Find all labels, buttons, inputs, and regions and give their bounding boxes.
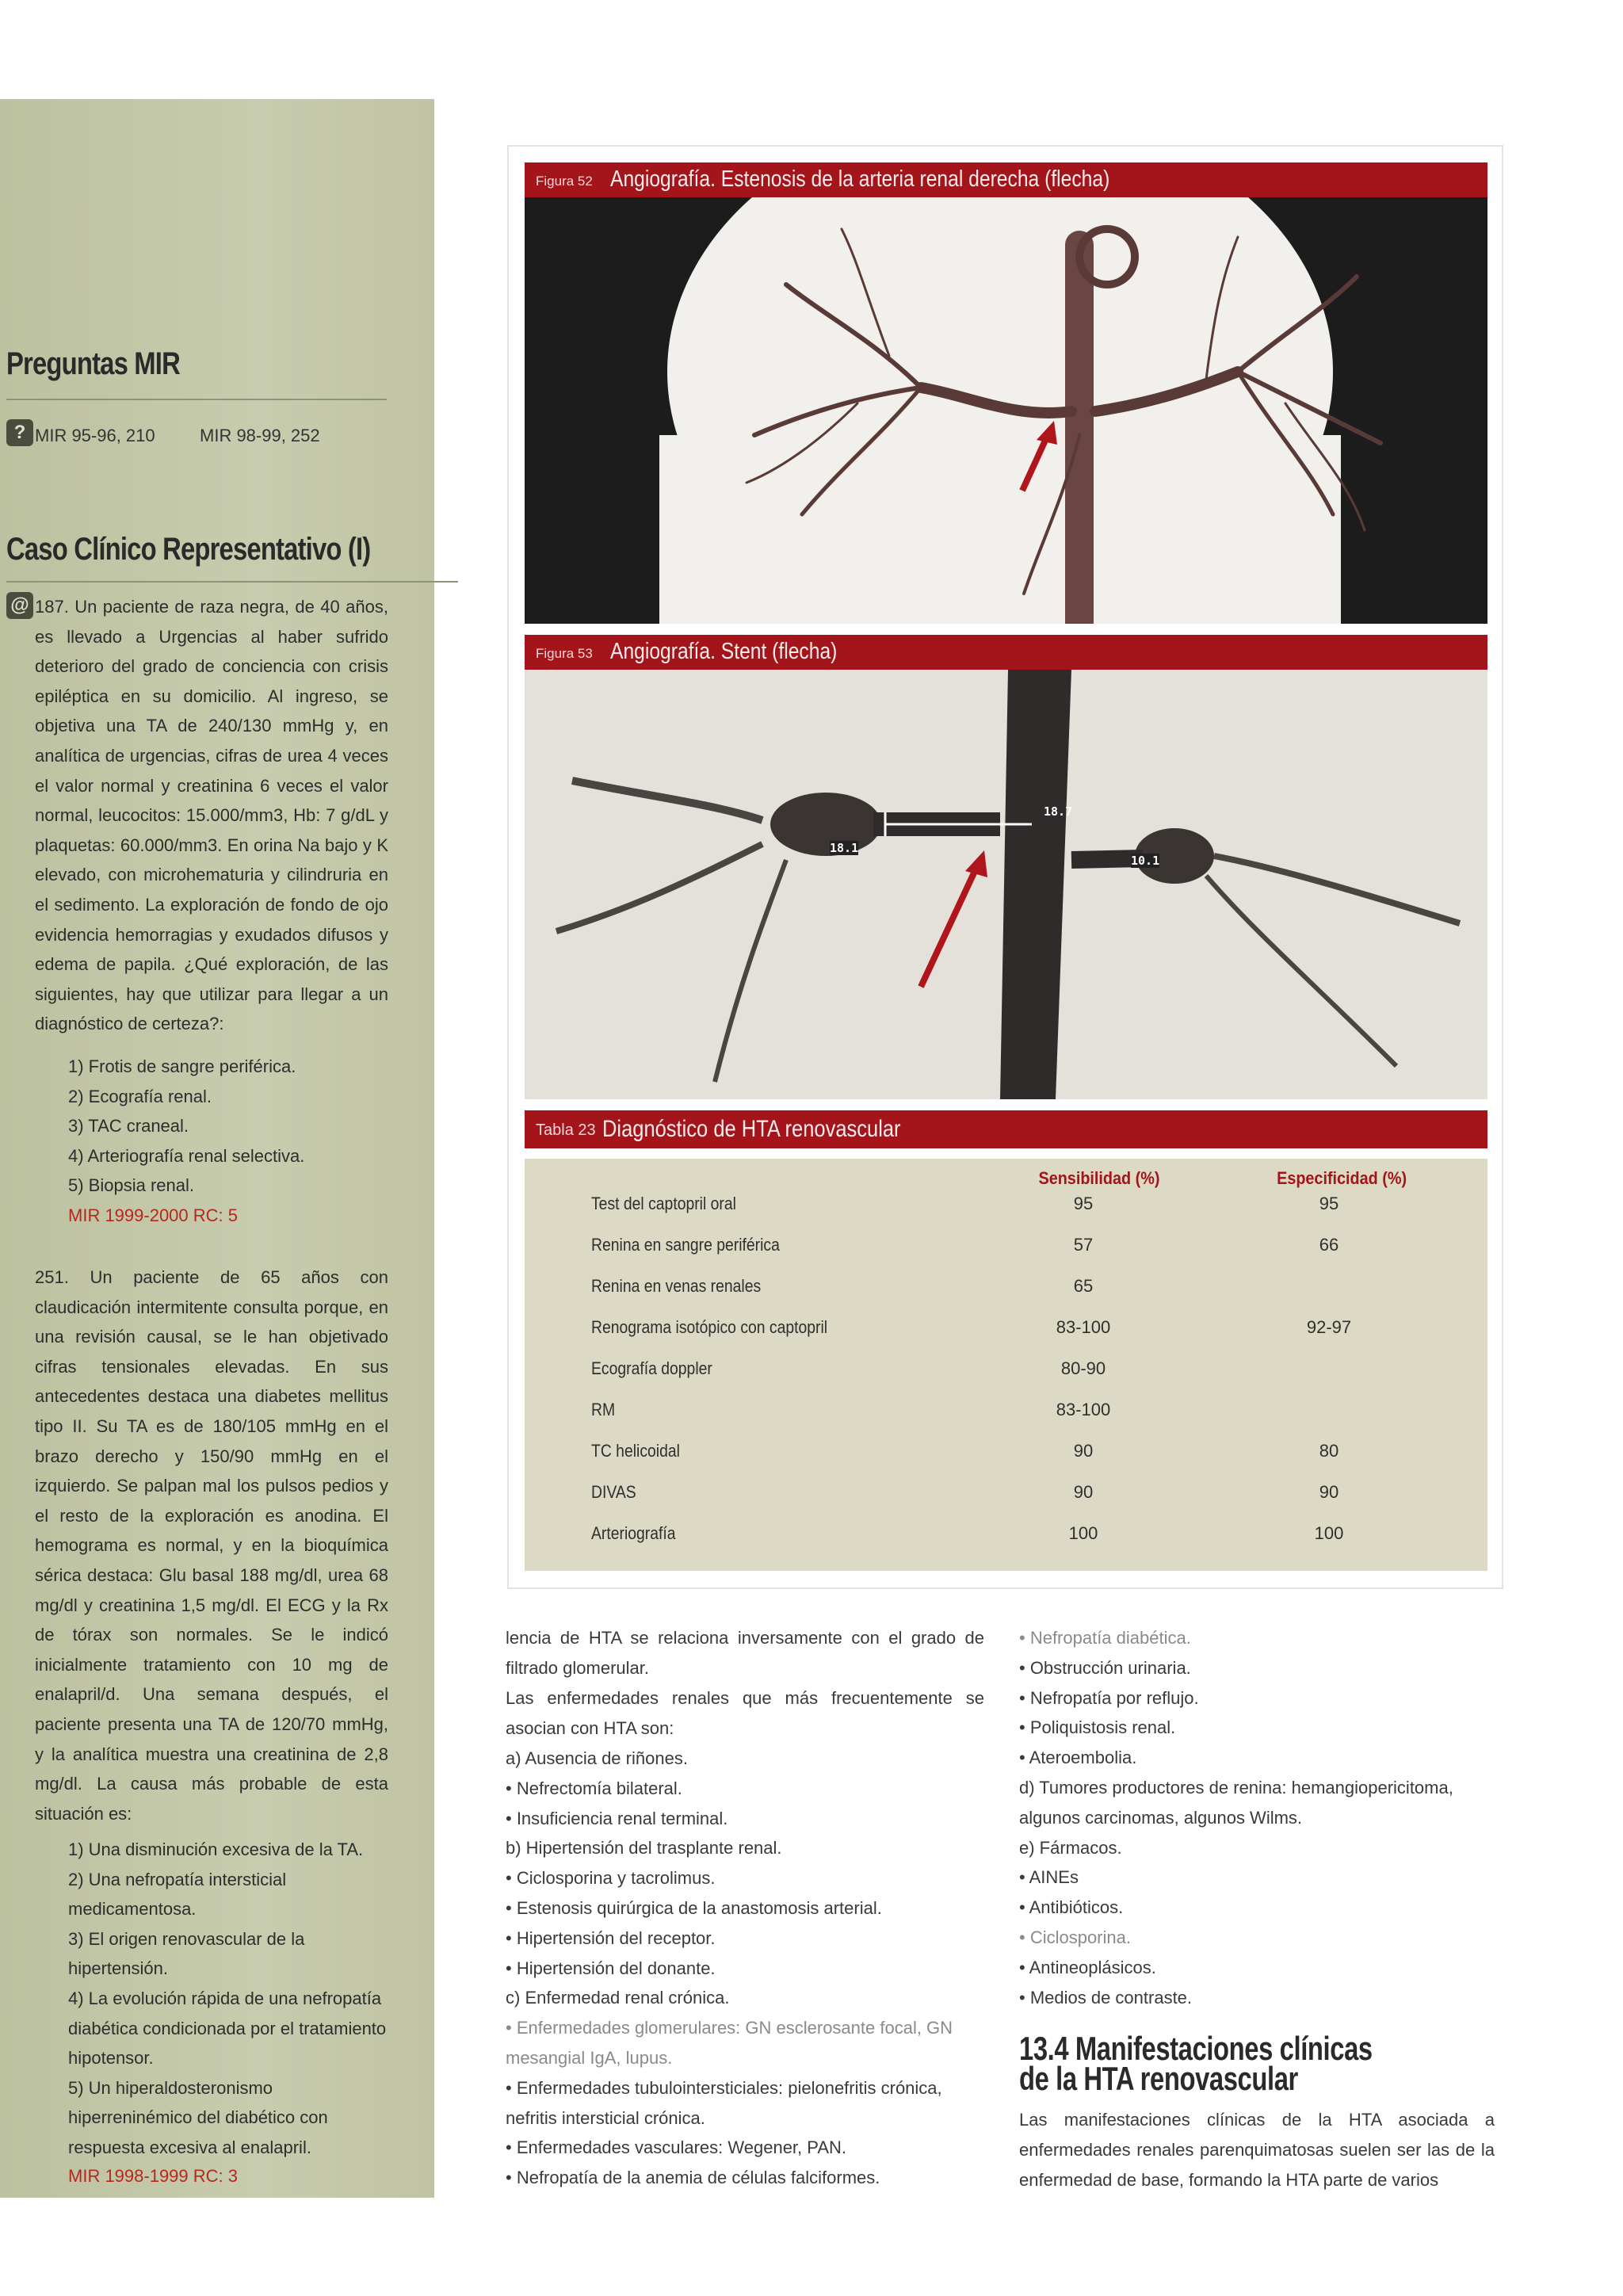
body-paragraph: lencia de HTA se relaciona inversamente con el grado de filtrado glomerular. <box>506 1628 984 1678</box>
list-item: b) Hipertensión del trasplante renal. <box>506 1838 782 1859</box>
list-item: • Enfermedades vasculares: Wegener, PAN. <box>506 2137 846 2158</box>
test-name: DIVAS <box>591 1482 636 1502</box>
sensitivity-value: 83-100 <box>1056 1400 1111 1419</box>
measurement-label: 18.1 <box>830 841 859 855</box>
list-item: c) Enfermedad renal crónica. <box>506 1988 730 2008</box>
at-icon: @ <box>6 592 33 619</box>
section-heading-line: 13.4 Manifestaciones clínicas <box>1019 2030 1373 2067</box>
table-row <box>525 1389 1487 1430</box>
table-title: Diagnóstico de HTA renovascular <box>602 1116 901 1142</box>
list-item: • Nefropatía por reflujo. <box>1019 1687 1199 1708</box>
list-item: • Estenosis quirúrgica de la anastomosis arterial. <box>506 1897 882 1918</box>
list-item: e) Fármacos. <box>1019 1837 1122 1858</box>
test-name: Arteriografía <box>591 1523 676 1543</box>
answer-option: 1) Una disminución excesiva de la TA. <box>68 1839 364 1859</box>
question-251-options <box>68 1835 388 2163</box>
specificity-value: 80 <box>1319 1441 1339 1461</box>
sensitivity-value: 83-100 <box>1056 1317 1111 1337</box>
list-item: • Hipertensión del donante. <box>506 1958 716 1978</box>
figure-52-angiography-image <box>525 197 1487 624</box>
section-paragraph: Las manifestaciones clínicas de la HTA asociada a enfermedades renales parenquimatosas suelen ser las de la enfermedad de base, formando la HTA parte de varios <box>1019 2110 1495 2190</box>
table-row <box>525 1265 1487 1306</box>
table-row <box>525 1347 1487 1389</box>
list-item: • Nefrectomía bilateral. <box>506 1778 682 1798</box>
test-name: RM <box>591 1400 616 1419</box>
figure-title: Angiografía. Estenosis de la arteria renal derecha (flecha) <box>610 166 1110 192</box>
measurement-label: 18.7 <box>1044 804 1073 819</box>
list-item: • Ateroembolia. <box>1019 1748 1137 1768</box>
list-item: • Ciclosporina y tacrolimus. <box>506 1868 716 1889</box>
sensitivity-value: 95 <box>1073 1194 1094 1213</box>
caso-clinico-title: Caso Clínico Representativo (I) <box>6 532 371 567</box>
list-item: • Nefropatía de la anemia de células falciformes. <box>506 2168 880 2188</box>
list-item: • Medios de contraste. <box>1019 1987 1193 2008</box>
table-label: Tabla 23 <box>536 1121 596 1139</box>
figure-title: Angiografía. Stent (flecha) <box>610 639 838 664</box>
specificity-value: 66 <box>1319 1235 1339 1255</box>
sensitivity-value: 80-90 <box>1060 1358 1106 1378</box>
test-name: Renina en venas renales <box>591 1276 762 1296</box>
list-item: • Nefropatía diabética. <box>1019 1628 1191 1648</box>
answer-option: 4) Arteriografía renal selectiva. <box>68 1145 305 1166</box>
disease-list-column-2 <box>1019 1623 1495 2012</box>
mir-answer-ref: MIR 1999-2000 RC: 5 <box>68 1205 238 1225</box>
list-item: • Insuficiencia renal terminal. <box>506 1808 728 1828</box>
figure-label: Figura 52 <box>536 174 593 189</box>
list-item: • Poliquistosis renal. <box>1019 1717 1176 1738</box>
figure-53-stent-image <box>525 670 1487 1099</box>
test-name: Renograma isotópico con captopril <box>591 1317 828 1337</box>
mir-answer-ref: MIR 1998-1999 RC: 3 <box>68 2166 238 2186</box>
table-row <box>525 1512 1487 1553</box>
table-row <box>525 1182 1487 1224</box>
list-item: a) Ausencia de riñones. <box>506 1748 688 1768</box>
specificity-value: 95 <box>1319 1194 1339 1213</box>
test-name: TC helicoidal <box>591 1441 680 1461</box>
sidebar <box>0 99 434 2198</box>
test-name: Test del captopril oral <box>591 1194 736 1213</box>
test-name: Renina en sangre periférica <box>591 1235 780 1255</box>
answer-option: 5) Biopsia renal. <box>68 1175 194 1196</box>
answer-option: 1) Frotis de sangre periférica. <box>68 1056 296 1076</box>
list-item: d) Tumores productores de renina: hemangiopericitoma, algunos carcinomas, algunos Wilms. <box>1019 1777 1453 1828</box>
sensitivity-value: 65 <box>1073 1276 1094 1296</box>
sensitivity-value: 90 <box>1073 1441 1094 1461</box>
column-header-specificity: Especificidad (%) <box>1277 1168 1407 1188</box>
preguntas-mir-title: Preguntas MIR <box>6 346 180 381</box>
sensitivity-value: 90 <box>1073 1482 1094 1502</box>
answer-option: 2) Una nefropatía intersticial medicamentosa. <box>68 1869 287 1920</box>
diagnostic-table <box>525 1159 1487 1571</box>
section-heading <box>1019 2030 1373 2097</box>
divider <box>6 581 458 583</box>
list-item: • Enfermedades tubulointersticiales: pielonefritis crónica, nefritis intersticial crónica. <box>506 2077 942 2128</box>
table-row <box>525 1224 1487 1265</box>
list-item: • AINEs <box>1019 1867 1079 1888</box>
figure-label: Figura 53 <box>536 646 593 661</box>
section-heading-line: de la HTA renovascular <box>1019 2060 1298 2097</box>
column-header-sensitivity: Sensibilidad (%) <box>1038 1168 1160 1188</box>
question-187-options <box>68 1052 388 1201</box>
question-187-stem: 187. Un paciente de raza negra, de 40 años, es llevado a Urgencias al haber sufrido deterioro del grado de conciencia con crisis epiléptica en su domicilio. Al ingreso, se objetiva una TA de 240/130 mmHg y, en analítica de urgencias, cifras de urea 4 veces el valor normal y creatinina 6 veces el valor normal, leucocitos: 15.000/mm3, Hb: 7 g/dL y plaquetas: 60.000/mm3. En orina Na bajo y K elevado, con microhematuria y cilindruria en el sedimento. La exploración de fondo de ojo evidencia hemorragias y exudados difusos y edema de papila. ¿Qué exploración, de las siguientes, hay que utilizar para llegar a un diagnóstico de certeza?: <box>35 597 388 1034</box>
measurement-label: 10.1 <box>1131 854 1160 868</box>
list-item: • Antibióticos. <box>1019 1897 1124 1918</box>
disease-list-column-1 <box>506 1744 984 2193</box>
answer-option: 5) Un hiperaldosteronismo hiperreninémico del diabético con respuesta excesiva al enalapril. <box>68 2077 328 2157</box>
answer-option: 3) El origen renovascular de la hipertensión. <box>68 1928 305 1979</box>
specificity-value: 92-97 <box>1306 1317 1352 1337</box>
answer-option: 4) La evolución rápida de una nefropatía diabética condicionada por el tratamiento hipotensor. <box>68 1988 387 2069</box>
list-item: • Antineoplásicos. <box>1019 1957 1156 1977</box>
test-name: Ecografía doppler <box>591 1358 712 1378</box>
table-row <box>525 1430 1487 1471</box>
list-item: • Obstrucción urinaria. <box>1019 1657 1191 1678</box>
table-row <box>525 1306 1487 1347</box>
body-paragraph: Las enfermedades renales que más frecuentemente se asocian con HTA son: <box>506 1688 984 1738</box>
question-icon: ? <box>6 419 33 446</box>
mir-reference: MIR 95-96, 210 <box>35 426 155 445</box>
sensitivity-value: 100 <box>1068 1523 1098 1543</box>
question-251-stem: 251. Un paciente de 65 años con claudicación intermitente consulta porque, en una revisión causal, se le han objetivado cifras tensionales elevadas. En sus antecedentes destaca una diabetes mellitus tipo II. Su TA es de 180/105 mmHg en el brazo derecho y 150/90 mmHg en el izquierdo. Se palpan mal los pulsos pedios y el resto de la exploración es anodina. El hemograma es normal, y en la bioquímica sérica destaca: Glu basal 188 mg/dl, urea 68 mg/dl y creatinina 1,5 mg/dl. El ECG y la Rx de tórax son normales. Se le indicó inicialmente tratamiento con 10 mg de enalapril/d. Una semana después, el paciente presenta una TA de 120/70 mmHg, y la analítica muestra una creatinina de 2,8 mg/dl. La causa más probable de esta situación es: <box>35 1267 388 1824</box>
answer-option: 3) TAC craneal. <box>68 1116 189 1137</box>
sensitivity-value: 57 <box>1073 1235 1094 1255</box>
divider <box>6 399 387 400</box>
specificity-value: 100 <box>1314 1523 1344 1543</box>
figure-53-caption-bar <box>525 635 1487 670</box>
list-item: • Enfermedades glomerulares: GN esclerosante focal, GN mesangial IgA, lupus. <box>506 2018 953 2068</box>
figure-52-caption-bar <box>525 162 1487 197</box>
list-item: • Hipertensión del receptor. <box>506 1927 716 1948</box>
specificity-value: 90 <box>1319 1482 1339 1502</box>
answer-option: 2) Ecografía renal. <box>68 1086 212 1106</box>
mir-reference: MIR 98-99, 252 <box>200 426 320 445</box>
table-23-caption-bar <box>525 1110 1487 1148</box>
list-item: • Ciclosporina. <box>1019 1927 1131 1947</box>
table-row <box>525 1471 1487 1512</box>
